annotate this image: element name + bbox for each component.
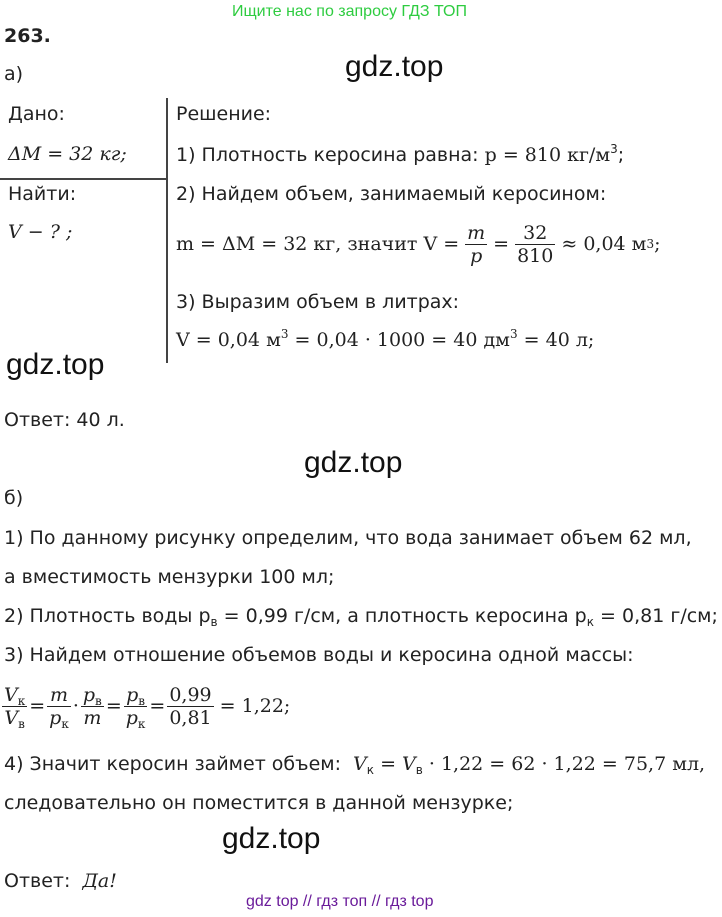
table-divider-horizontal bbox=[0, 178, 166, 180]
part-b-line-4: 3) Найдем отношение объемов воды и керосина одной массы: bbox=[4, 644, 634, 666]
answer-b-label: Ответ: bbox=[4, 870, 71, 892]
cube-exponent: 3 bbox=[280, 327, 289, 341]
solution-step-3-formula bbox=[176, 328, 594, 352]
line-3-end: = 0,81 г/см; bbox=[594, 605, 718, 627]
subscript: к bbox=[61, 716, 69, 731]
part-b-line-6: следовательно он поместится в данной мензурке; bbox=[4, 792, 514, 814]
part-b-line-1: 1) По данному рисунку определим, что вода занимает объем 62 мл, bbox=[4, 527, 692, 549]
watermark: gdz.top bbox=[304, 446, 403, 479]
subscript: в bbox=[95, 693, 102, 708]
solution-step-2-formula: m = ΔM = 32 кг, значит V = $\frac{m}{p}$ = $\frac{32}{810}$ ≈ 0,04 м 3 ; bbox=[176, 221, 661, 267]
dot-operator: · bbox=[72, 695, 79, 717]
line-5-vv: = V bbox=[374, 753, 416, 775]
fraction-vk-over-vv bbox=[2, 684, 27, 729]
step-3-part-a: V = 0,04 м bbox=[176, 329, 281, 351]
step-3-part-b: = 0,04 · 1000 = 40 дм bbox=[294, 329, 510, 351]
fraction-32-over-810 bbox=[515, 222, 555, 267]
subscript-water: в bbox=[415, 763, 423, 777]
subscript: в bbox=[138, 693, 146, 708]
part-b-line-5 bbox=[4, 752, 705, 776]
equals-sign: = bbox=[493, 233, 510, 255]
step-2-result: ≈ 0,04 м bbox=[561, 233, 647, 255]
step-1-text: 1) Плотность керосина равна: bbox=[176, 144, 479, 166]
equals-sign: = bbox=[29, 695, 46, 717]
line-5-start: 4) Значит керосин займет объем: bbox=[4, 753, 341, 775]
step-2-formula-start: m = ΔM = 32 кг, значит V = bbox=[176, 233, 460, 255]
problem-number: 263. bbox=[4, 25, 51, 47]
denominator: 0,81 bbox=[169, 706, 212, 729]
fraction-m-over-p bbox=[465, 222, 487, 267]
part-b-line-2: а вместимость мензурки 100 мл; bbox=[4, 566, 335, 588]
footer-links[interactable]: gdz top // гдз топ // гдз top bbox=[246, 893, 434, 910]
line-3-start: 2) Плотность воды p bbox=[4, 605, 211, 627]
step-1-formula: p = 810 кг/м bbox=[484, 144, 611, 166]
subscript: к bbox=[17, 693, 26, 708]
solution-step-1 bbox=[176, 143, 624, 167]
denominator: V bbox=[4, 706, 19, 729]
find-header: Найти: bbox=[8, 183, 77, 205]
table-divider-vertical bbox=[166, 98, 168, 363]
part-b-line-3 bbox=[4, 604, 718, 628]
answer-b bbox=[4, 869, 117, 893]
solution-header: Решение: bbox=[176, 103, 272, 125]
part-a-label: а) bbox=[4, 63, 24, 85]
line-5-vk: V bbox=[353, 753, 367, 775]
cube-exponent: 3 bbox=[509, 327, 518, 341]
equals-sign: = bbox=[149, 695, 166, 717]
solution-step-2: 2) Найдем объем, занимаемый керосином: bbox=[176, 183, 607, 205]
ratio-result: = 1,22; bbox=[219, 695, 291, 717]
watermark: gdz.top bbox=[222, 822, 321, 855]
search-banner: Ищите нас по запросу ГДЗ ТОП bbox=[232, 3, 467, 20]
fraction-pv-over-m bbox=[81, 684, 104, 729]
step-2-tail: ; bbox=[654, 233, 661, 255]
fraction-pv-over-pk bbox=[124, 684, 148, 729]
subscript-kerosene: к bbox=[586, 615, 594, 629]
fraction-099-over-081 bbox=[167, 684, 213, 729]
answer-b-value: Да! bbox=[82, 870, 117, 892]
subscript: в bbox=[18, 716, 25, 731]
line-3-middle: = 0,99 г/см, а плотность керосина p bbox=[217, 605, 587, 627]
denominator: m bbox=[83, 706, 102, 729]
numerator: m bbox=[47, 684, 71, 707]
step-3-part-c: = 40 л; bbox=[523, 329, 595, 351]
cube-exponent: 3 bbox=[610, 142, 618, 156]
denominator: p bbox=[125, 706, 138, 729]
fraction-denominator: p bbox=[470, 244, 483, 267]
line-5-end: · 1,22 = 62 · 1,22 = 75,7 мл, bbox=[422, 753, 706, 775]
part-b-label: б) bbox=[4, 487, 24, 509]
given-header: Дано: bbox=[8, 103, 65, 125]
watermark: gdz.top bbox=[345, 50, 444, 83]
given-line: ΔM = 32 кг; bbox=[8, 143, 127, 165]
equals-sign: = bbox=[105, 695, 122, 717]
fraction-denominator: 810 bbox=[517, 244, 554, 267]
subscript-water: в bbox=[210, 615, 218, 629]
watermark: gdz.top bbox=[6, 348, 105, 381]
numerator: p bbox=[126, 683, 139, 706]
fraction-numerator: m bbox=[467, 221, 486, 244]
find-line: V − ? ; bbox=[8, 221, 73, 243]
subscript-kerosene: к bbox=[366, 763, 375, 777]
step-1-tail: ; bbox=[617, 144, 625, 166]
solution-step-3: 3) Выразим объем в литрах: bbox=[176, 291, 460, 313]
numerator: 0,99 bbox=[169, 683, 212, 706]
numerator: V bbox=[4, 683, 18, 706]
fraction-m-over-pk bbox=[47, 684, 71, 729]
numerator: p bbox=[82, 683, 96, 706]
subscript: к bbox=[137, 716, 146, 731]
ratio-formula bbox=[0, 678, 290, 734]
denominator: p bbox=[49, 706, 62, 729]
fraction-numerator: 32 bbox=[515, 222, 555, 245]
answer-a: Ответ: 40 л. bbox=[4, 409, 125, 431]
